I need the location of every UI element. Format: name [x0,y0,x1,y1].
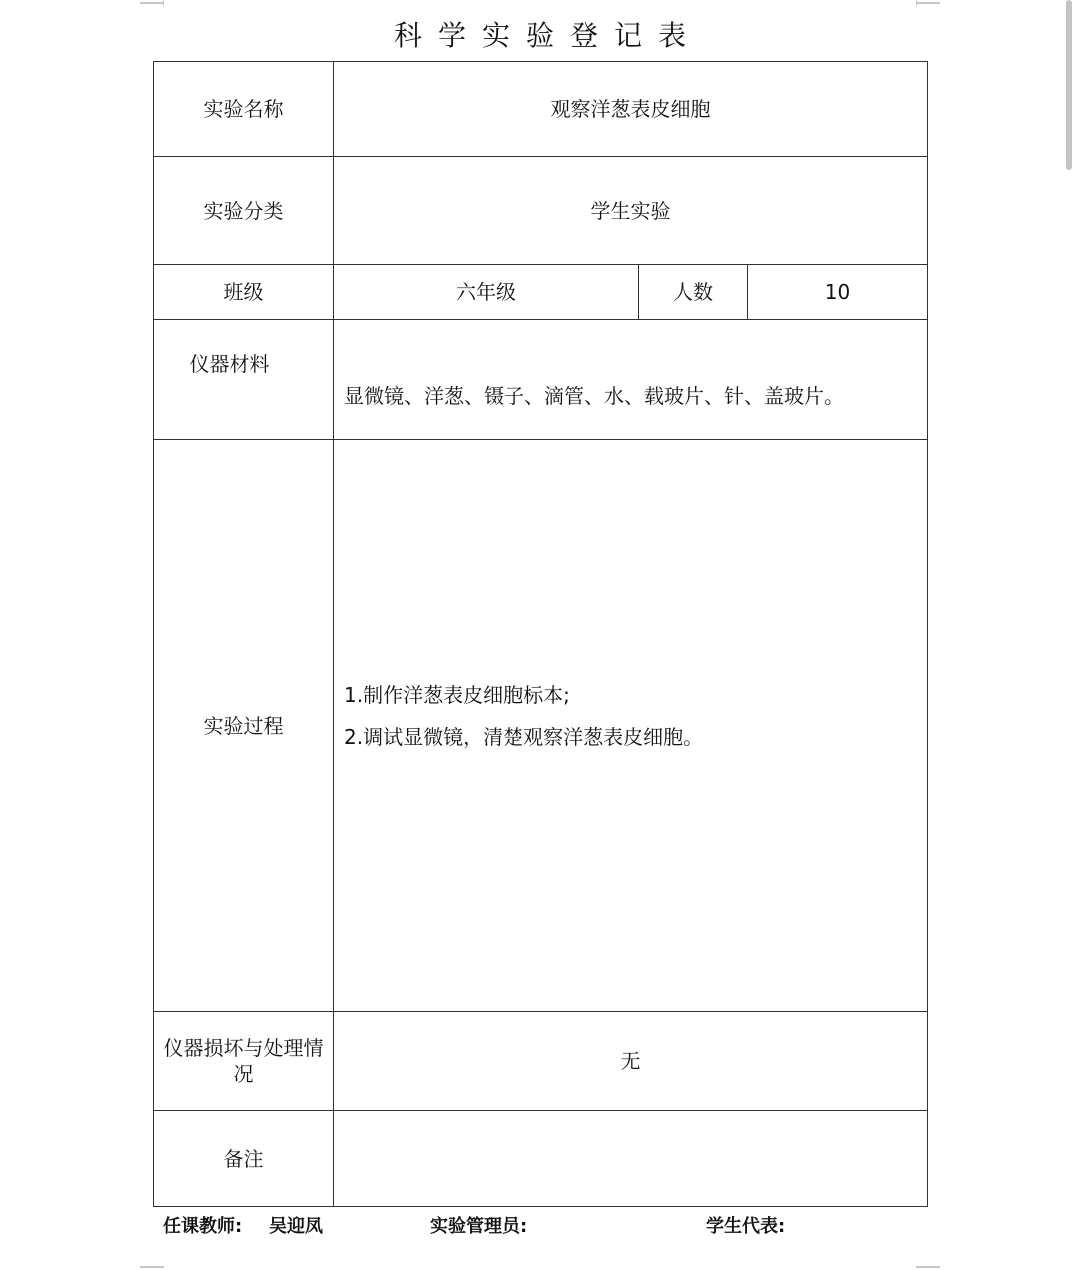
experiment-name-label: 实验名称 [154,62,334,157]
materials-value: 显微镜、洋葱、镊子、滴管、水、载玻片、针、盖玻片。 [344,383,844,408]
page-title: 科学实验登记表 [393,19,702,52]
process-step: 1.制作洋葱表皮细胞标本; [344,682,570,707]
teacher-name: 吴迎凤 [269,1216,323,1237]
page-corner-mark [916,0,917,6]
damage-value: 无 [334,1012,928,1111]
materials-label: 仪器材料 [189,351,270,376]
student-count-label: 人数 [639,265,748,320]
teacher-label: 任课教师: [163,1216,243,1237]
page-corner-mark [916,1266,940,1268]
process-step: 2.调试显微镜，清楚观察洋葱表皮细胞。 [344,724,704,749]
process-steps-cell [334,440,928,1012]
experiment-category-label: 实验分类 [154,157,334,265]
table-row [154,1012,928,1111]
page-corner-mark [140,2,164,4]
table-row [154,265,928,320]
damage-label: 仪器损坏与处理情况 [154,1012,334,1111]
page-corner-mark [916,2,940,4]
page-corner-mark [163,0,164,6]
class-value: 六年级 [334,265,639,320]
experiment-name-value: 观察洋葱表皮细胞 [334,62,928,157]
remarks-value [334,1111,928,1207]
process-label: 实验过程 [154,440,334,1012]
admin-label: 实验管理员: [430,1216,528,1237]
page-corner-mark [140,1266,164,1268]
materials-value-cell [334,320,928,440]
table-row [154,1111,928,1207]
table-row [154,62,928,157]
table-row [154,440,928,1012]
remarks-label: 备注 [154,1111,334,1207]
class-label: 班级 [154,265,334,320]
materials-label-cell [154,320,334,440]
table-row [154,320,928,440]
student-rep-label: 学生代表: [706,1216,786,1237]
table-row [154,157,928,265]
experiment-category-value: 学生实验 [334,157,928,265]
student-count-value: 10 [748,265,928,320]
registration-table [153,61,928,1207]
